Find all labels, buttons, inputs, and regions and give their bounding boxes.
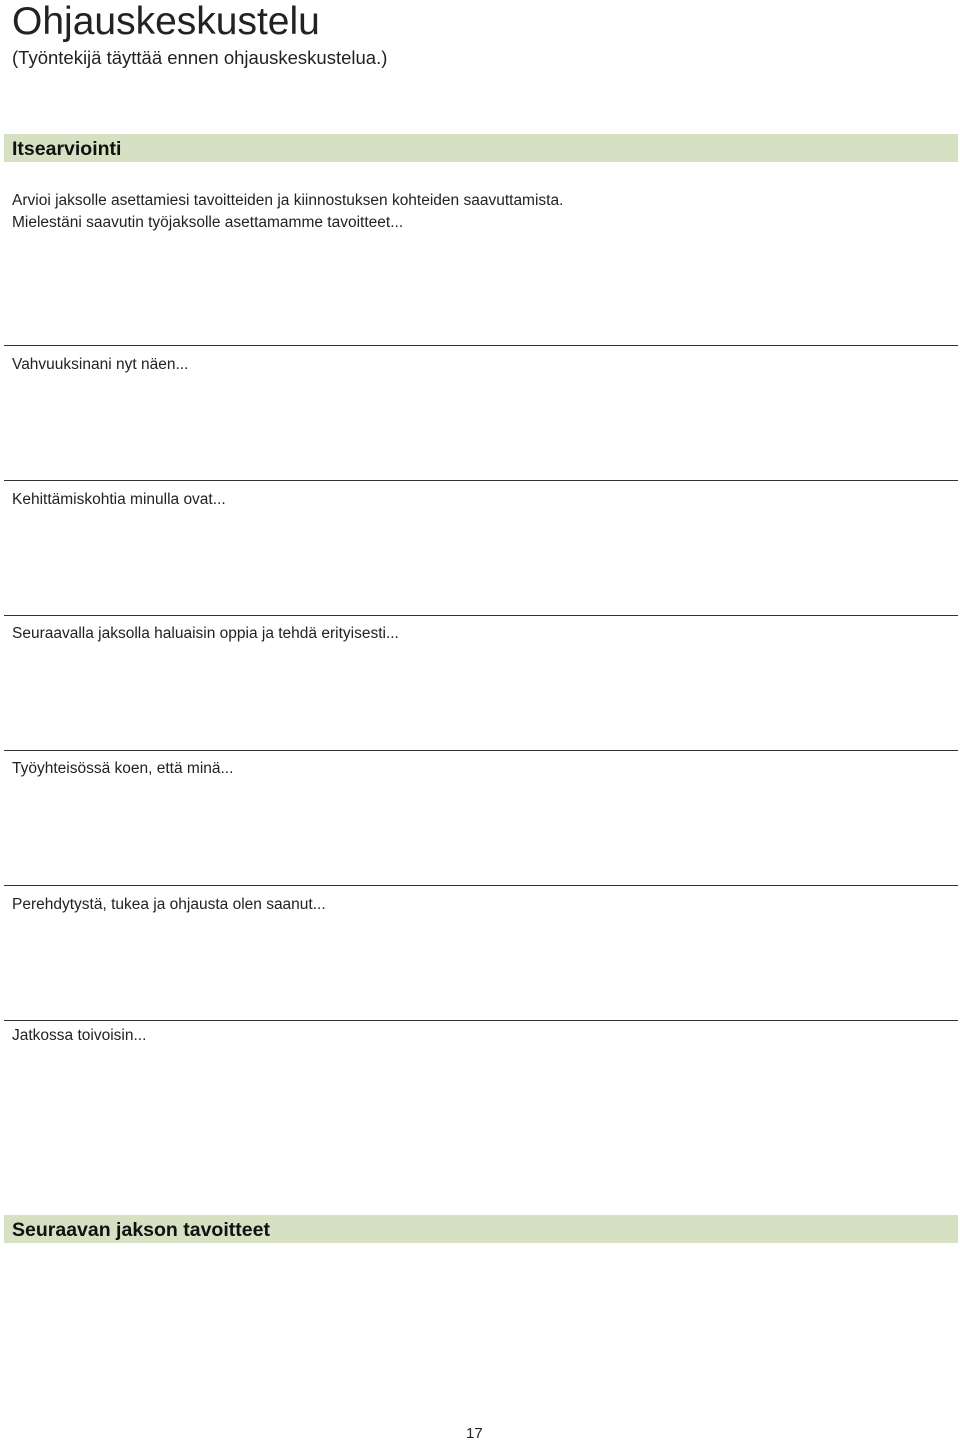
answer-rule-2: [4, 480, 958, 481]
section-heading-next-goals: Seuraavan jakson tavoitteet: [12, 1219, 270, 1241]
answer-rule-1: [4, 345, 958, 346]
answer-rule-5: [4, 885, 958, 886]
intro-text: [12, 190, 563, 234]
prompt-work-community: Työyhteisössä koen, että minä...: [12, 760, 234, 777]
section-bar-self-assessment: [4, 134, 958, 162]
prompt-next-period-learning: Seuraavalla jaksolla haluaisin oppia ja tehdä erityisesti...: [12, 625, 399, 642]
answer-rule-6: [4, 1020, 958, 1021]
document-subtitle: (Työntekijä täyttää ennen ohjauskeskustelua.): [12, 47, 388, 68]
document-title: Ohjauskeskustelu: [12, 0, 320, 43]
intro-line-1: Arvioi jaksolle asettamiesi tavoitteiden ja kiinnostuksen kohteiden saavuttamista.: [12, 192, 564, 209]
prompt-development-areas: Kehittämiskohtia minulla ovat...: [12, 491, 226, 508]
page-number: 17: [466, 1425, 483, 1442]
section-bar-next-goals: [4, 1215, 958, 1243]
intro-line-2: Mielestäni saavutin työjaksolle asettamamme tavoitteet...: [12, 214, 404, 231]
answer-rule-3: [4, 615, 958, 616]
prompt-strengths: Vahvuuksinani nyt näen...: [12, 356, 189, 373]
prompt-orientation-support: Perehdytystä, tukea ja ohjausta olen saanut...: [12, 896, 326, 913]
section-heading-self-assessment: Itsearviointi: [12, 138, 122, 160]
answer-rule-4: [4, 750, 958, 751]
prompt-future-wishes: Jatkossa toivoisin...: [12, 1027, 147, 1044]
